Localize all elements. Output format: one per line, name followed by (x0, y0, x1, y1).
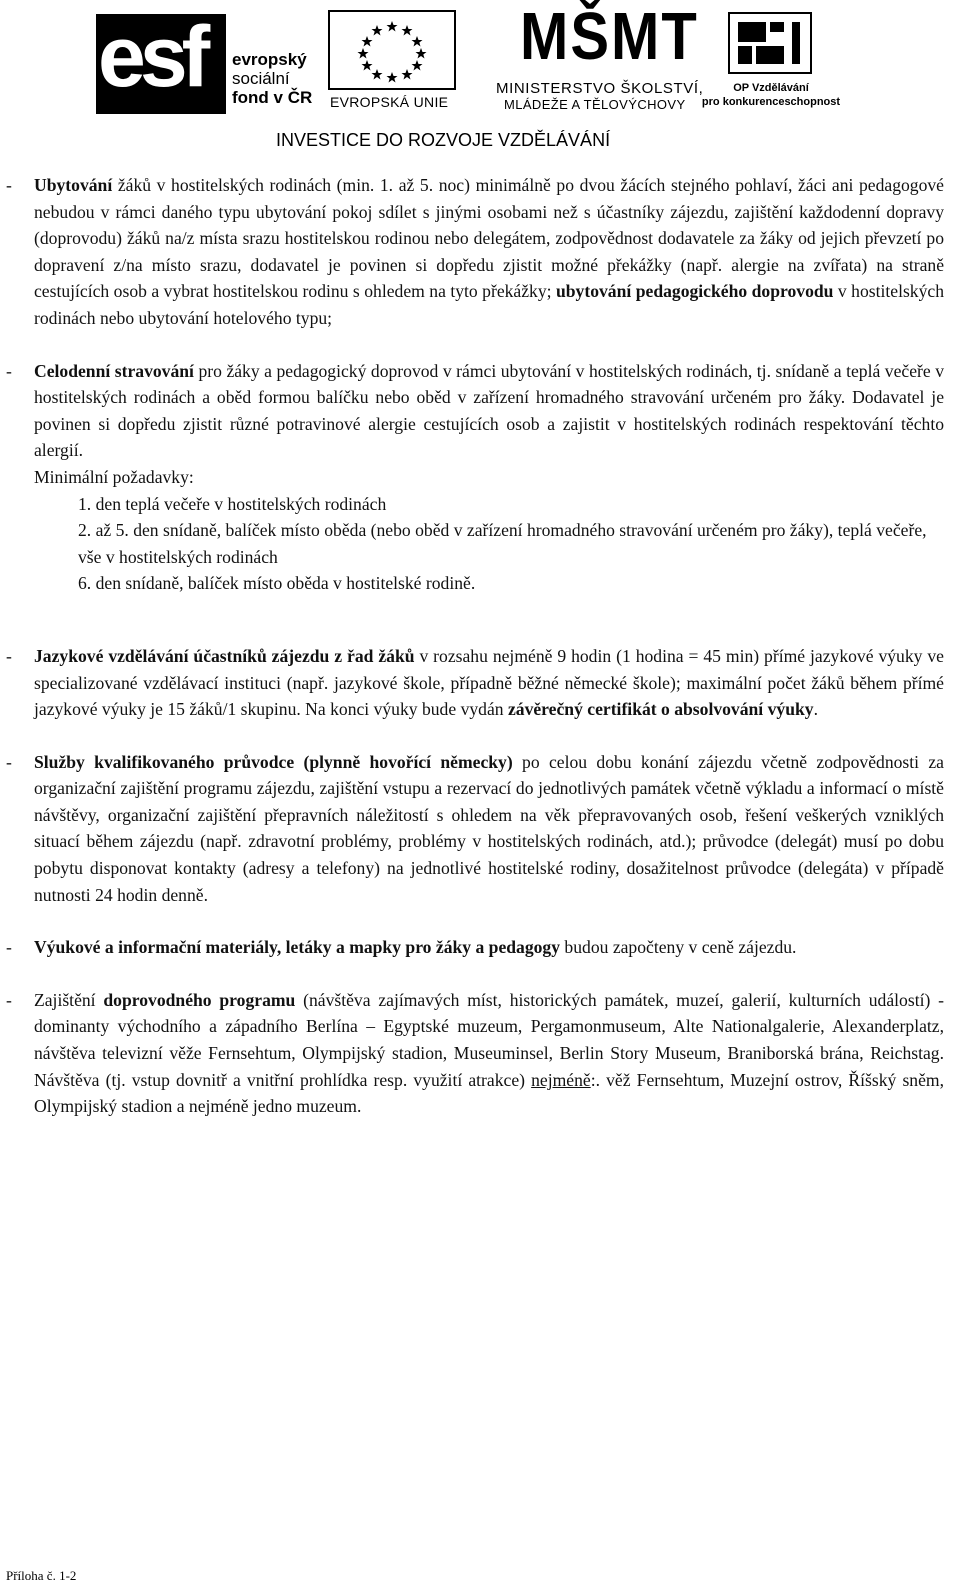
min-requirements-label: Minimální požadavky: (34, 466, 194, 487)
section-accommodation: - Ubytování žáků v hostitelských rodinách (min. 1. až 5. noc) minimálně po dvou žácích stejného pohlaví, žáci ani pedagogové nebudou v rámci daného typu ubytování pokoj sdílet s jinými osobami než s účastníky zájezdu, zajištění každodenní dopravy (doprovodu) žáků na/z místa srazu hostitelskou rodinou nebo delegátem, zodpovědnost dodavatele za žáky od jejich převzetí po dopravení z/na místo srazu, dodavatel je povinen si dopředu zjistit možné překážky (např. alergie na zvířata) na straně cestujících osob a vybrat hostitelskou rodinu s ohledem na tyto překážky; ubytování pedagogického doprovodu v hostitelských rodinách nebo ubytování hotelového typu; (6, 175, 945, 328)
tagline: INVESTICE DO ROZVOJE VZDĚLÁVÁNÍ (276, 130, 611, 150)
esf-wordmark: evropský sociální fond v ČR (232, 50, 313, 107)
msmt-name-line2: MLÁDEŽE A TĚLOVÝCHOVY (504, 97, 686, 112)
op-logo (698, 12, 844, 112)
msmt-logo (496, 0, 704, 114)
section-program: - Zajištění doprovodného programu (návštěva zajímavých míst, historických památek, muzeí, galerií, kulturních událostí) - dominanty východního a západního Berlína – Egyptské muzeum, Pergamonmuseum, Alte Nationalgalerie, Alexanderplatz, návštěva televizní věže Fernsehtum, Olympijský stadion, Museuminsel, Berlin Story Museum, Braniborská brána, Reichstag. Návštěva (tj. vstup dovnitř a vnitřní prohlídka resp. využití atrakce) nejméně:. věž Fernsehtum, Muzejní ostrov, Říšský sněm, Olympijský stadion a nejméně jedno muzeum. (6, 989, 944, 1117)
section-materials: - Výukové a informační materiály, letáky a mapky pro žáky a pedagogy budou započteny v ceně zájezdu. (6, 937, 797, 958)
op-emblem-icon (728, 12, 812, 74)
logo-bar (0, 0, 960, 160)
section-meals: - Celodenní stravování pro žáky a pedagogický doprovod v rámci ubytování v hostitelských rodinách, tj. snídaně a teplá večeře v hostitelských rodinách a oběd formou balíčku nebo oběd v zařízení hromadného stravování určeném pro žáky. Dodavatel je povinen si dopředu zjistit různé potravinové alergie cestujících osob a zajistit v hostitelských rodinách respektování těchto alergií. Minimální požadavky: 1. den teplá večeře v hostitelských rodinách 2. až 5. den snídaně, balíček místo oběda (nebo oběd v zařízení hromadného stravování určeném pro žáky), teplá večeře, vše v hostitelských rodinách 6. den snídaně, balíček místo oběda v hostitelské rodině. (6, 358, 944, 597)
list-item: 2. až 5. den snídaně, balíček místo oběda (nebo oběd v zařízení hromadného stravování určeném pro žáky), teplá večeře, vše v hostitelských rodinách (78, 520, 927, 567)
eu-flag-icon (328, 10, 456, 90)
eu-label: EVROPSKÁ UNIE (330, 94, 449, 110)
meal-list (34, 491, 944, 597)
document-body (6, 172, 944, 1120)
esf-logo (96, 9, 318, 114)
op-name-line2: pro konkurenceschopnost (701, 96, 841, 108)
page-footer: Příloha č. 1-2 (6, 1568, 77, 1583)
section-guide: - Služby kvalifikovaného průvodce (plynně hovořící německy) po celou dobu konání zájezdu včetně zodpovědnosti za organizační zajištění programu zájezdu, zajištění vstupu a rezervací do jednotlivých památek včetně výkladu a informací o místě návštěvy, organizační zajištění přepravních náležitostí s ohledem na věk přepravovaných osob, řešení veškerých vzniklých situací během zájezdu (např. zdravotní problémy, problémy v hostitelských rodinách, atd.); průvodce (delegát) musí po dobu pobytu disponovat kontakty (adresy a telefony) na jednotlivé hostitelské rodiny, dosažitelnost průvodce (delegáta) v případě nutnosti 24 hodin denně. (6, 751, 944, 905)
section-language-training: - Jazykové vzdělávání účastníků zájezdu z řad žáků v rozsahu nejméně 9 hodin (1 hodina = 45 min) přímé jazykové výuky ve specializované vzdělávací instituci (např. jazykové škole, případně běžné německé škole); maximální počet žáků během přímé jazykové výuky je 15 žáků/1 skupinu. Na konci výuky bude vydán závěrečný certifikát o absolvování výuky. (6, 645, 944, 720)
msmt-name-line1: MINISTERSTVO ŠKOLSTVÍ, (496, 80, 704, 97)
list-item: 6. den snídaně, balíček místo oběda v hostitelské rodině. (78, 573, 476, 594)
list-item: 1. den teplá večeře v hostitelských rodinách (78, 493, 387, 514)
esf-mark-icon: esf (96, 14, 226, 114)
msmt-mark-icon: MŠMT (520, 0, 699, 75)
eu-logo (328, 10, 456, 108)
op-name-line1: OP Vzdělávání (733, 82, 809, 94)
